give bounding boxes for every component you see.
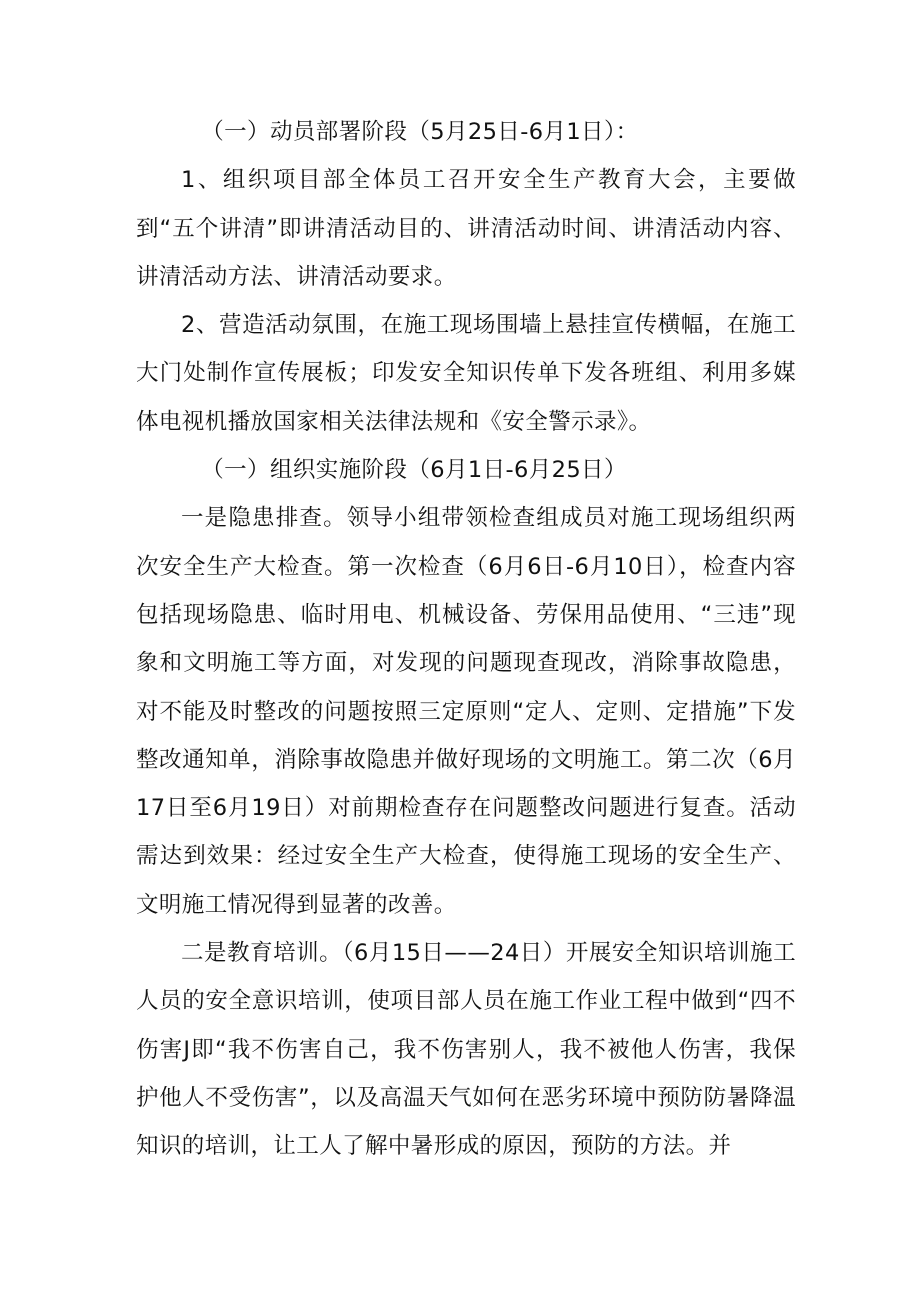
document-body [136,108,796,1171]
section-heading-mobilization: （一）动员部署阶段（5月25日-6月1日）： [201,119,639,145]
paragraph-education-meeting: 1、组织项目部全体员工召开安全生产教育大会，主要做到“五个讲清”即讲清活动目的、讲清活动时间、讲清活动内容、讲清活动方法、讲清活动要求。 [136,167,796,290]
paragraph-hazard-inspection: 一是隐患排查。领导小组带领检查组成员对施工现场组织两次安全生产大检查。第一次检查（6月6日-6月10日），检查内容包括现场隐患、临时用电、机械设备、劳保用品使用、“三违”现象和文明施工等方面，对发现的问题现查现改，消除事故隐患，对不能及时整改的问题按照三定原则“定人、定则、定措施”下发整改通知单，消除事故隐患并做好现场的文明施工。第二次（6月17日至6月19日）对前期检查存在问题整改问题进行复查。活动需达到效果：经过安全生产大检查，使得施工现场的安全生产、文明施工情况得到显著的改善。 [136,505,796,918]
paragraph-education-training: 二是教育培训。（6月15日——24日）开展安全知识培训施工人员的安全意识培训，使项目部人员在施工作业工程中做到“四不伤害J即“我不伤害自己，我不伤害别人，我不被他人伤害，我保护他人不受伤害”，以及高温天气如何在恶劣环境中预防防暑降温知识的培训，让工人了解中暑形成的原因，预防的方法。并 [136,940,796,1160]
section-heading-implementation: （一）组织实施阶段（6月1日-6月25日） [201,457,627,484]
paragraph-activity-atmosphere: 2、营造活动氛围，在施工现场围墙上悬挂宣传横幅，在施工大门处制作宣传展板；印发安全知识传单下发各班组、利用多媒体电视机播放国家相关法律法规和《安全警示录》。 [136,312,796,435]
